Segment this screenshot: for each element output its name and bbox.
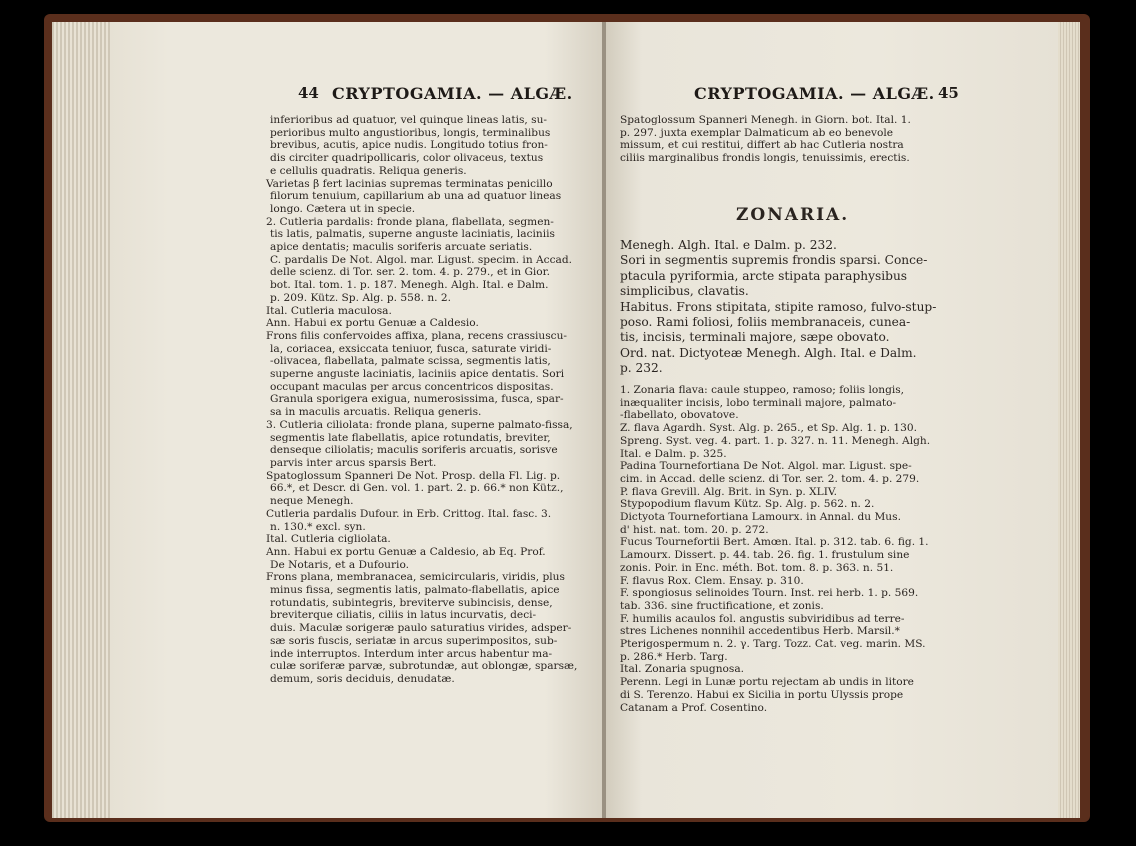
text-line: 66.*, et Descr. di Gen. vol. 1. part. 2. p. 66.* non Kütz.,	[270, 482, 564, 495]
page-number-left: 44	[298, 84, 319, 102]
running-head-left: CRYPTOGAMIA. — ALGÆ.	[332, 84, 573, 103]
text-line: C. pardalis De Not. Algol. mar. Ligust. specim. in Accad.	[270, 253, 572, 266]
text-line: F. flavus Rox. Clem. Ensay. p. 310.	[620, 574, 804, 587]
text-line: culæ soriferæ parvæ, subrotundæ, aut oblongæ, sparsæ,	[270, 660, 578, 673]
text-line: ciliis marginalibus frondis longis, tenuissimis, erectis.	[620, 152, 910, 165]
text-line: brevibus, acutis, apice nudis. Longitudo totius fron-	[270, 139, 548, 152]
text-line: parvis inter arcus sparsis Bert.	[270, 456, 437, 469]
text-line: Habitus. Frons stipitata, stipite ramoso, fulvo-stup-	[620, 299, 937, 314]
text-line: Ital. Zonaria spugnosa.	[620, 663, 745, 676]
text-line: demum, soris deciduis, denudatæ.	[270, 672, 455, 685]
left-page	[110, 22, 604, 818]
text-line: Ord. nat. Dictyoteæ Menegh. Algh. Ital. e Dalm.	[620, 345, 917, 360]
text-line: missum, et cui restitui, differt ab hac Cutleria nostra	[620, 139, 904, 152]
text-line: segmentis late flabellatis, apice rotundatis, breviter,	[270, 431, 551, 444]
text-line: p. 232.	[620, 361, 663, 376]
text-line: Varietas β fert lacinias supremas terminatas penicillo	[266, 177, 553, 190]
text-line: tis latis, palmatis, superne anguste laciniatis, laciniis	[270, 228, 555, 241]
running-head-right: CRYPTOGAMIA. — ALGÆ.	[694, 84, 935, 103]
text-line: Spatoglossum Spanneri De Not. Prosp. della Fl. Lig. p.	[266, 469, 561, 482]
text-line: bot. Ital. tom. 1. p. 187. Menegh. Algh. Ital. e Dalm.	[270, 279, 549, 292]
text-line: tis, incisis, terminali majore, sæpe obovato.	[620, 330, 890, 345]
text-line: 2. Cutleria pardalis: fronde plana, flabellata, segmen-	[266, 215, 554, 228]
page-number-right: 45	[938, 84, 959, 102]
text-line: Ital. Cutleria maculosa.	[266, 304, 392, 317]
page-edges-left	[52, 22, 110, 818]
species-entry	[620, 384, 970, 714]
text-line: superne anguste laciniatis, laciniis apice dentatis. Sori	[270, 368, 565, 381]
text-line: Catanam a Prof. Cosentino.	[620, 701, 768, 714]
text-line: F. humilis acaulos fol. angustis subviridibus ad terre-	[620, 612, 905, 625]
text-line: dis circiter quadripollicaris, color olivaceus, textus	[270, 152, 544, 165]
text-line: Perenn. Legi in Lunæ portu rejectam ab undis in litore	[620, 676, 914, 689]
text-line: Stypopodium flavum Kütz. Sp. Alg. p. 562. n. 2.	[620, 498, 875, 511]
text-line: Ital. e Dalm. p. 325.	[620, 447, 727, 460]
text-line: cim. in Accad. delle scienz. di Tor. ser. 2. tom. 4. p. 279.	[620, 472, 920, 485]
text-line: d' hist. nat. tom. 20. p. 272.	[620, 523, 769, 536]
text-line: inferioribus ad quatuor, vel quinque lineas latis, su-	[270, 114, 547, 126]
right-page	[606, 22, 1058, 818]
text-line: Frons filis confervoides affixa, plana, recens crassiuscu-	[266, 329, 568, 342]
text-line: Dictyota Tournefortiana Lamourx. in Annal. du Mus.	[620, 511, 901, 524]
text-line: Z. flava Agardh. Syst. Alg. p. 265., et Sp. Alg. 1. p. 130.	[620, 422, 917, 435]
text-line: zonis. Poir. in Enc. méth. Bot. tom. 8. p. 363. n. 51.	[620, 561, 894, 574]
right-top-paragraph	[620, 114, 970, 165]
text-line: sa in maculis arcuatis. Reliqua generis.	[270, 406, 482, 419]
text-line: 3. Cutleria ciliolata: fronde plana, superne palmato-fissa,	[266, 418, 573, 431]
text-line: Ital. Cutleria cigliolata.	[266, 533, 391, 546]
text-line: inæqualiter incisis, lobo terminali majore, palmato-	[620, 396, 897, 409]
text-line: F. spongiosus selinoides Tourn. Inst. rei herb. 1. p. 569.	[620, 587, 919, 600]
text-line: apice dentatis; maculis soriferis arcuate seriatis.	[270, 241, 533, 254]
text-line: poso. Rami foliosi, foliis membranaceis, cunea-	[620, 315, 911, 330]
text-line: minus fissa, segmentis latis, palmato-flabellatis, apice	[270, 584, 560, 597]
text-line: neque Menegh.	[270, 495, 354, 508]
text-line: p. 286.* Herb. Targ.	[620, 650, 728, 663]
text-line: sæ soris fuscis, seriatæ in arcus superimpositos, sub-	[270, 634, 558, 647]
text-line: ptacula pyriformia, arcte stipata paraphysibus	[620, 268, 908, 283]
text-line: Sori in segmentis supremis frondis sparsi. Conce-	[620, 253, 928, 268]
text-line: -flabellato, obovatove.	[620, 409, 739, 422]
text-line: P. flava Grevill. Alg. Brit. in Syn. p. XLIV.	[620, 485, 838, 498]
text-line: la, coriacea, exsiccata teniuor, fusca, saturate viridi-	[270, 342, 552, 355]
text-line: filorum tenuium, capillarium ab una ad quatuor lineas	[270, 190, 562, 203]
text-line: Padina Tournefortiana De Not. Algol. mar. Ligust. spe-	[620, 460, 912, 473]
text-line: denseque ciliolatis; maculis soriferis arcuatis, sorisve	[270, 444, 558, 457]
text-line: p. 297. juxta exemplar Dalmaticum ab eo benevole	[620, 126, 893, 139]
text-line: Lamourx. Dissert. p. 44. tab. 26. fig. 1. frustulum sine	[620, 549, 910, 562]
genus-description	[620, 238, 970, 377]
text-line: delle scienz. di Tor. ser. 2. tom. 4. p. 279., et in Gior.	[270, 266, 550, 279]
text-line: 1. Zonaria flava: caule stuppeo, ramoso; foliis longis,	[620, 384, 905, 396]
text-line: Menegh. Algh. Ital. e Dalm. p. 232.	[620, 238, 837, 252]
text-line: rotundatis, subintegris, breviterve subincisis, dense,	[270, 596, 553, 609]
text-line: p. 209. Kütz. Sp. Alg. p. 558. n. 2.	[270, 291, 452, 304]
text-line: n. 130.* excl. syn.	[270, 520, 366, 533]
text-line: perioribus multo angustioribus, longis, terminalibus	[270, 126, 551, 139]
section-title: ZONARIA.	[736, 205, 850, 225]
page-edges-right	[1058, 22, 1080, 818]
text-line: e cellulis quadratis. Reliqua generis.	[270, 164, 467, 177]
text-line: breviterque ciliatis, ciliis in latus incurvatis, deci-	[270, 609, 537, 622]
text-line: Ann. Habui ex portu Genuæ a Caldesio.	[266, 317, 479, 330]
text-line: simplicibus, clavatis.	[620, 284, 749, 299]
text-line: occupant maculas per arcus concentricos dispositas.	[270, 380, 554, 393]
text-line: tab. 336. sine fructificatione, et zonis.	[620, 599, 824, 612]
text-line: Ann. Habui ex portu Genuæ a Caldesio, ab Eq. Prof.	[266, 545, 546, 558]
text-line: De Notaris, et a Dufourio.	[270, 558, 410, 571]
text-line: Cutleria pardalis Dufour. in Erb. Crittog. Ital. fasc. 3.	[266, 507, 552, 520]
text-line: -olivacea, flabellata, palmate scissa, segmentis latis,	[270, 355, 551, 368]
text-line: Pterigospermum n. 2. γ. Targ. Tozz. Cat. veg. marin. MS.	[620, 638, 926, 651]
text-line: Spatoglossum Spanneri Menegh. in Giorn. bot. Ital. 1.	[620, 114, 911, 126]
text-line: Frons plana, membranacea, semicircularis, viridis, plus	[266, 571, 565, 584]
text-line: inde interruptos. Interdum inter arcus habentur ma-	[270, 647, 553, 660]
text-line: stres Lichenes nonnihil accedentibus Herb. Marsil.*	[620, 625, 900, 638]
text-line: Fucus Tournefortii Bert. Amœn. Ital. p. 312. tab. 6. fig. 1.	[620, 536, 929, 549]
text-line: di S. Terenzo. Habui ex Sicilia in portu Ulyssis prope	[620, 688, 904, 701]
text-line: duis. Maculæ sorigeræ paulo saturatius virides, adsper-	[270, 622, 572, 635]
left-text-column	[256, 114, 596, 686]
text-line: Spreng. Syst. veg. 4. part. 1. p. 327. n. 11. Menegh. Algh.	[620, 434, 931, 447]
text-line: longo. Cætera ut in specie.	[270, 202, 416, 215]
text-line: Granula sporigera exigua, numerosissima, fusca, spar-	[270, 393, 564, 406]
